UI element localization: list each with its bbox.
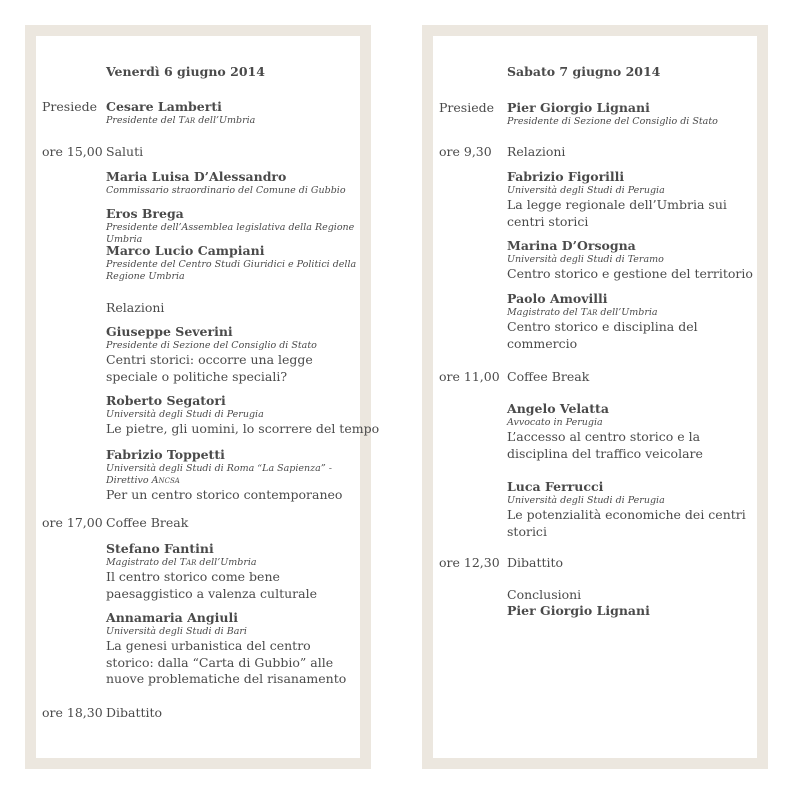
speaker-role: Magistrato del Tar dell’Umbria [507,307,658,318]
session-label: Relazioni [106,300,165,315]
speaker-role: Avvocato in Perugia [507,417,603,428]
program-panel-saturday [422,25,768,769]
speaker-name: Fabrizio Figorilli [507,169,625,184]
time-label: ore 9,30 [439,144,492,159]
session-label: Saluti [106,144,144,159]
speaker-name: Paolo Amovilli [507,291,608,306]
talk-block [507,169,757,230]
speaker-name: Luca Ferrucci [507,479,604,494]
speaker-role: Presidente dell’Assemblea legislativa della Regione Umbria [106,222,355,245]
talk-title: Centro storico e disciplina del commercio [507,319,698,351]
presiede-label: Presiede [439,100,494,115]
speaker-role: Presidente di Sezione del Consiglio di Stato [507,116,718,127]
speaker-role: Magistrato del Tar dell’Umbria [106,557,257,568]
time-label: ore 11,00 [439,369,500,384]
speaker-role: Università degli Studi di Bari [106,626,247,637]
speaker-block [106,169,368,197]
talk-title: Per un centro storico contemporaneo [106,487,343,502]
speaker-block [106,243,368,283]
talk-block [106,393,380,438]
program-page-friday [36,36,380,758]
speaker-name: Angelo Velatta [507,401,609,416]
program-page-saturday [433,36,757,758]
speaker-role: Presidente del Tar dell’Umbria [106,115,256,126]
speaker-name: Pier Giorgio Lignani [507,100,650,115]
speaker-name: Giuseppe Severini [106,324,233,339]
time-label: ore 15,00 [42,144,103,159]
session-label: Relazioni [507,144,566,159]
talk-title: Le potenzialità economiche dei centri storici [507,507,746,539]
conclusions-label: Conclusioni [507,587,582,602]
time-label: ore 12,30 [439,555,500,570]
speaker-role: Commissario straordinario del Comune di Gubbio [106,185,346,196]
talk-block [106,447,368,504]
talk-title: La legge regionale dell’Umbria sui centri storici [507,197,727,229]
talk-block [106,541,368,602]
talk-title: Centro storico e gestione del territorio [507,266,753,281]
speaker-name: Roberto Segatori [106,393,226,408]
speaker-name: Cesare Lamberti [106,99,222,114]
time-label: ore 18,30 [42,705,103,720]
coffee-break-label: Coffee Break [507,369,590,384]
speaker-name: Marco Lucio Campiani [106,243,265,258]
program-panel-friday [25,25,380,769]
talk-block [507,479,757,540]
speaker-name: Stefano Fantini [106,541,214,556]
speaker-role: Università degli Studi di Perugia [507,495,665,506]
speaker-role: Università degli Studi di Roma “La Sapienza” - Direttivo Ancsa [106,463,332,486]
chair-block [507,100,757,128]
day-heading: Venerdì 6 giugno 2014 [106,64,265,79]
speaker-role: Università degli Studi di Teramo [507,254,664,265]
speaker-role: Presidente del Centro Studi Giuridici e Politici della Regione Umbria [106,259,357,282]
speaker-name: Fabrizio Toppetti [106,447,225,462]
talk-block [106,324,368,385]
talk-block [106,610,368,688]
speaker-block [106,206,368,246]
chair-block [106,99,368,127]
speaker-name: Maria Luisa D’Alessandro [106,169,287,184]
talk-block [507,238,757,283]
speaker-role: Università degli Studi di Perugia [106,409,264,420]
debate-label: Dibattito [507,555,564,570]
talk-block [507,291,757,352]
speaker-name: Annamaria Angiuli [106,610,238,625]
speaker-role: Università degli Studi di Perugia [507,185,665,196]
speaker-name: Eros Brega [106,206,184,221]
speaker-role: Presidente di Sezione del Consiglio di Stato [106,340,317,351]
time-label: ore 17,00 [42,515,103,530]
talk-title: Centri storici: occorre una legge speciale o politiche speciali? [106,352,313,384]
conclusions-block [507,587,757,619]
talk-block [507,401,757,462]
talk-title: Le pietre, gli uomini, lo scorrere del tempo [106,421,380,436]
coffee-break-label: Coffee Break [106,515,189,530]
day-heading: Sabato 7 giugno 2014 [507,64,661,79]
talk-title: L’accesso al centro storico e la disciplina del traffico veicolare [507,429,703,461]
presiede-label: Presiede [42,99,97,114]
debate-label: Dibattito [106,705,163,720]
speaker-name: Marina D’Orsogna [507,238,636,253]
talk-title: Il centro storico come bene paesaggistico a valenza culturale [106,569,317,601]
talk-title: La genesi urbanistica del centro storico: dalla “Carta di Gubbio” alle nuove problematiche del risanamento [106,638,347,686]
speaker-name: Pier Giorgio Lignani [507,603,650,618]
